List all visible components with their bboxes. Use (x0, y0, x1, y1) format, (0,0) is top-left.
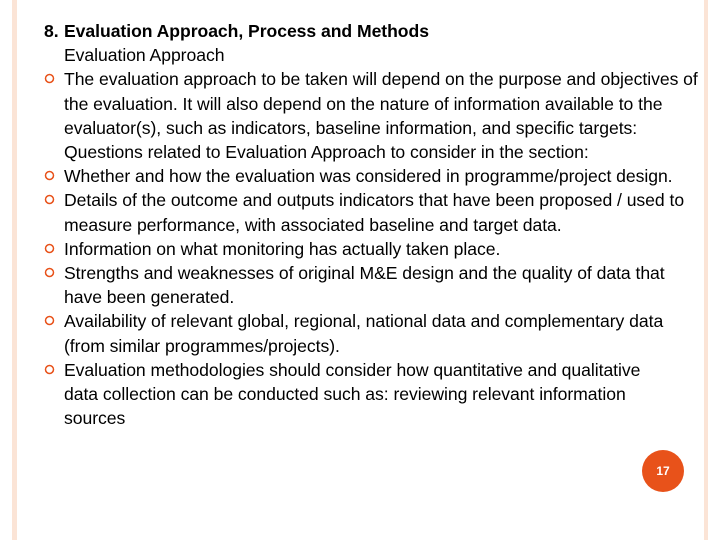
hollow-circle-bullet-icon (44, 358, 64, 431)
list-item (44, 358, 704, 431)
left-decorative-rule (12, 0, 17, 540)
bullet-text: The evaluation approach to be taken will depend on the purpose and objectives of the evaluation. It will also depend on the nature of information available to the evaluator(s), such as indicators, baseline information, and specific targets: Questions related to Evaluation Approach to consider in the section: (64, 69, 698, 163)
slide-body (44, 19, 704, 430)
bullet-text: Evaluation methodologies should consider how quantitative and qualitative data collection can be conducted such as: reviewing relevant information sources (64, 359, 641, 429)
section-subtitle: Evaluation Approach (64, 45, 225, 66)
hollow-circle-bullet-icon (44, 188, 64, 236)
bullet-text: Whether and how the evaluation was considered in programme/project design. (64, 166, 673, 187)
bullet-text: Details of the outcome and outputs indicators that have been proposed / used to measure performance, with associated baseline and target data. (64, 190, 685, 235)
section-number: 8. (44, 21, 59, 41)
bullet-text: Information on what monitoring has actually taken place. (64, 238, 501, 259)
section-title: Evaluation Approach, Process and Methods (64, 21, 429, 41)
bullet-text: Availability of relevant global, regional, national data and complementary data (from similar programmes/projects). (64, 311, 664, 356)
hollow-circle-bullet-icon (44, 164, 64, 188)
list-item (44, 261, 704, 309)
list-item (44, 67, 704, 164)
hollow-circle-bullet-icon (44, 237, 64, 261)
hollow-circle-bullet-icon (44, 309, 64, 357)
list-item (44, 164, 704, 188)
list-item (44, 309, 704, 357)
subtitle-row (44, 43, 704, 67)
list-item (44, 237, 704, 261)
slide-title (44, 19, 704, 43)
list-item (44, 188, 704, 236)
page-number-badge: 17 (642, 450, 684, 492)
hollow-circle-bullet-icon (44, 67, 64, 164)
right-decorative-rule (704, 0, 708, 540)
hollow-circle-bullet-icon (44, 261, 64, 309)
bullet-text: Strengths and weaknesses of original M&E design and the quality of data that have been generated. (64, 263, 665, 308)
